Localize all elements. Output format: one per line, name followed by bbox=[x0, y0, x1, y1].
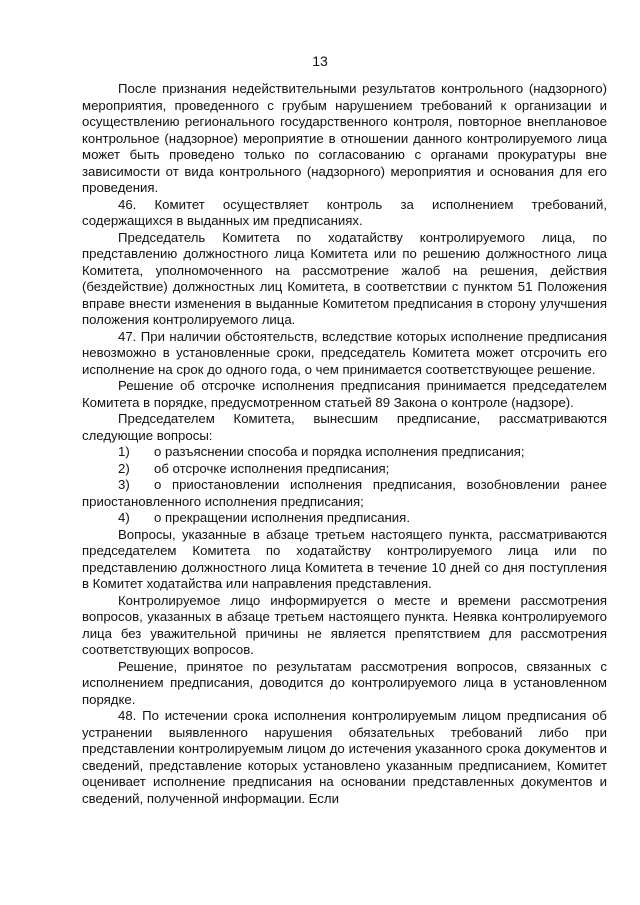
list-item-text: о прекращении исполнения предписания. bbox=[154, 510, 410, 525]
paragraph: Вопросы, указанные в абзаце третьем настоящего пункта, рассматриваются председателем Комитета по ходатайству контролируемого лица или по представлению должностного лица Комитета в течение 10 дней со дня поступления в Комитет ходатайства или направления представления. bbox=[82, 526, 607, 591]
list-item-text: об отсрочке исполнения предписания; bbox=[154, 460, 390, 476]
list-item-number: 2) bbox=[118, 460, 130, 476]
paragraph: Контролируемое лицо информируется о месте и времени рассмотрения вопросов, указанных в абзаце третьем настоящего пункта. Неявка контролируемого лица без уважительной причины не является препятствием для рассмотрения соответствующих вопросов. bbox=[82, 592, 607, 657]
paragraph: 48. По истечении срока исполнения контролируемым лицом предписания об устранении выявленного нарушения обязательных требований либо при представлении контролируемым лицом до истечения указанного срока документов и сведений, представление которых установлено указанным предписанием, Комитет оценивает исполнение предписания на основании представленных документов и сведений, полученной информации. Если bbox=[82, 708, 607, 806]
list-item bbox=[82, 510, 607, 527]
list-item bbox=[82, 461, 607, 478]
paragraph: Решение, принятое по результатам рассмотрения вопросов, связанных с исполнением предписания, доводится до контролируемого лица в установленном порядке. bbox=[82, 658, 607, 707]
paragraph: Председателем Комитета, вынесшим предписание, рассматриваются следующие вопросы: bbox=[82, 411, 607, 443]
list-item bbox=[82, 444, 607, 461]
list-item-number: 4) bbox=[118, 510, 130, 525]
list-item bbox=[82, 477, 607, 510]
paragraph: 47. При наличии обстоятельств, вследствие которых исполнение предписания невозможно в установленные сроки, председатель Комитета может отсрочить его исполнение на срок до одного года, о чем принимается соответствующее решение. bbox=[82, 328, 607, 377]
paragraph: После признания недействительными результатов контрольного (надзорного) мероприятия, проведенного с грубым нарушением требований к организации и осуществлению регионального государственного контроля, повторное внеплановое контрольное (надзорное) мероприятие в отношении данного контролируемого лица может быть проведено только по согласованию с органами прокуратуры вне зависимости от вида контрольного (надзорного) мероприятия и основания для его проведения. bbox=[82, 81, 607, 195]
list-item-number: 3) bbox=[118, 477, 130, 492]
list-item-text: о разъяснении способа и порядка исполнения предписания; bbox=[154, 444, 525, 459]
list-item-number: 1) bbox=[118, 444, 130, 459]
document-body bbox=[82, 81, 607, 807]
paragraph: 46. Комитет осуществляет контроль за исполнением требований, содержащихся в выданных им предписаниях. bbox=[82, 196, 607, 228]
paragraph: Председатель Комитета по ходатайству контролируемого лица, по представлению должностного лица Комитета или по решению должностного лица Комитета, уполномоченного на рассмотрение жалоб на решения, действия (бездействие) должностных лиц Комитета, в соответствии с пунктом 51 Положения вправе внести изменения в выданные Комитетом предписания в сторону улучшения положения контролируемого лица. bbox=[82, 229, 607, 327]
page-number: 13 bbox=[312, 53, 328, 69]
list-item-text: о приостановлении исполнения предписания, возобновлении ранее приостановленного исполнения предписания; bbox=[82, 477, 607, 509]
paragraph: Решение об отсрочке исполнения предписания принимается председателем Комитета в порядке, предусмотренном статьей 89 Закона о контроле (надзоре). bbox=[82, 378, 607, 410]
